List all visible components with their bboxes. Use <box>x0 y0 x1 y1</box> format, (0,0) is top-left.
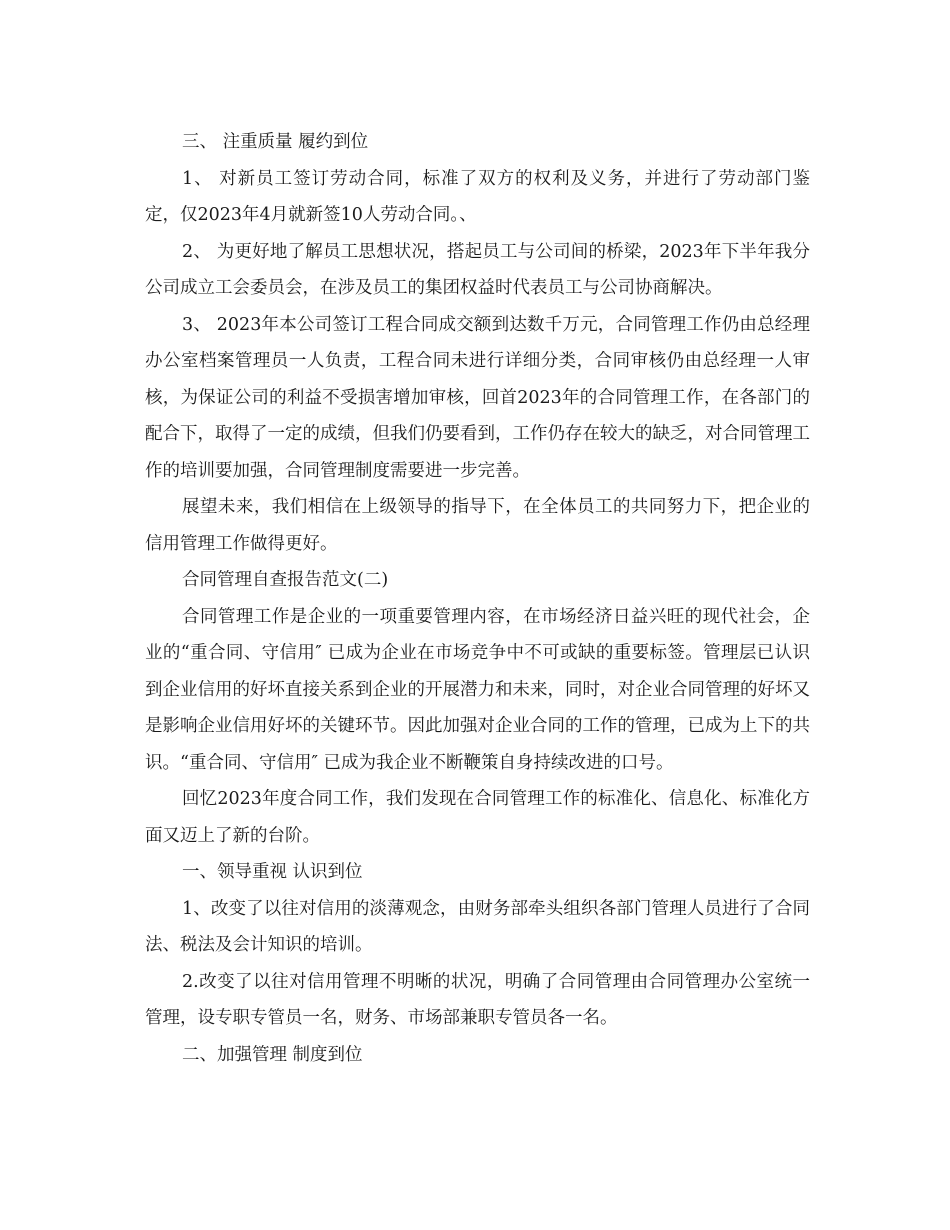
document-body <box>145 124 810 1073</box>
paragraph-item-2: 2、 为更好地了解员工思想状况，搭起员工与公司间的桥梁，2023年下半年我分公司成立工会委员会，在涉及员工的集团权益时代表员工与公司协商解决。 <box>145 241 810 298</box>
section-heading-2: 二、加强管理 制度到位 <box>182 1044 363 1065</box>
paragraph-item-3: 3、 2023年本公司签订工程合同成交额到达数千万元，合同管理工作仍由总经理办公室档案管理员一人负责，工程合同未进行详细分类，合同审核仍由总经理一人审核，为保证公司的利益不受损害增加审核，回首2023年的合同管理工作，在各部门的配合下，取得了一定的成绩，但我们仍要看到，工作仍存在较大的缺乏，对合同管理工作的培训要加强，合同管理制度需要进一步完善。 <box>145 314 810 481</box>
paragraph-outlook: 展望未来，我们相信在上级领导的指导下，在全体员工的共同努力下，把企业的信用管理工作做得更好。 <box>145 497 810 554</box>
section-heading-1: 一、领导重视 认识到位 <box>182 862 363 882</box>
paragraph-item-1: 1、 对新员工签订劳动合同，标准了双方的权利及义务，并进行了劳动部门鉴定，仅2023年4月就新签10人劳动合同。、 <box>145 168 810 225</box>
report-title-2: 合同管理自查报告范文(二) <box>182 570 389 590</box>
paragraph-review: 回忆2023年度合同工作，我们发现在合同管理工作的标准化、信息化、标准化方面又迈上了新的台阶。 <box>145 789 810 846</box>
paragraph-intro: 合同管理工作是企业的一项重要管理内容，在市场经济日益兴旺的现代社会，企业的“重合同、守信用″ 已成为企业在市场竞争中不可或缺的重要标签。管理层已认识到企业信用的好坏直接关系到企业的开展潜力和未来，同时，对企业合同管理的好坏又是影响企业信用好坏的关键环节。因此加强对企业合同的工作的管理，已成为上下的共识。“重合同、守信用″ 已成为我企业不断鞭策自身持续改进的口号。 <box>145 606 810 773</box>
paragraph-change-1: 1、改变了以往对信用的淡薄观念，由财务部牵头组织各部门管理人员进行了合同法、税法及会计知识的培训。 <box>145 898 810 955</box>
paragraph-change-2: 2.改变了以往对信用管理不明晰的状况，明确了合同管理由合同管理办公室统一管理，设专职专管员一名，财务、市场部兼职专管员各一名。 <box>145 971 810 1028</box>
section-heading-3: 三、 注重质量 履约到位 <box>182 132 369 152</box>
